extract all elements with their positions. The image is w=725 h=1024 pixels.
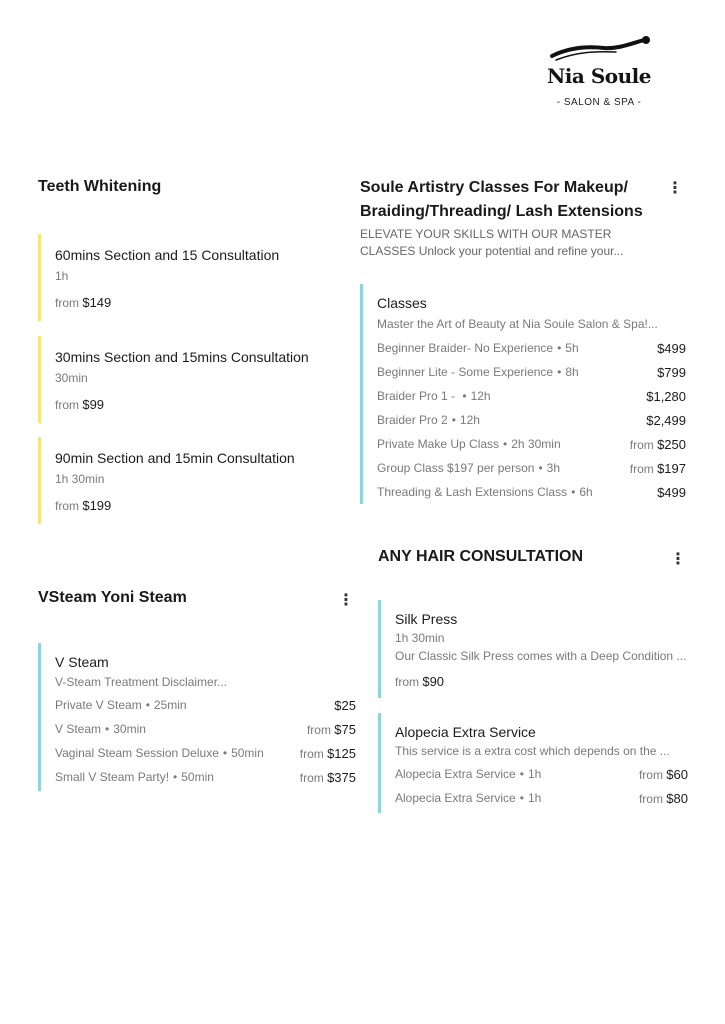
service-duration: 30min	[55, 371, 88, 385]
service-name: Classes	[377, 295, 427, 311]
service-option[interactable]: Threading & Lash Extensions Class • 6h $499	[377, 485, 686, 500]
service-option[interactable]: V Steam • 30min from $75	[55, 722, 356, 737]
service-name: Alopecia Extra Service	[395, 724, 536, 740]
section-subtitle-line2: CLASSES Unlock your potential and refine your...	[360, 244, 624, 258]
service-option[interactable]: Braider Pro 2 • 12h $2,499	[377, 413, 686, 428]
service-name: 30mins Section and 15mins Consultation	[55, 349, 309, 365]
service-option[interactable]: Small V Steam Party! • 50min from $375	[55, 770, 356, 785]
wave-logo-icon	[546, 34, 654, 62]
service-price: from $149	[55, 295, 112, 310]
service-options-list	[377, 337, 686, 505]
vsteam-section	[38, 586, 338, 610]
service-duration: 1h 30min	[395, 631, 445, 645]
service-name: Silk Press	[395, 611, 458, 627]
service-option[interactable]: Beginner Braider- No Experience • 5h $499	[377, 341, 686, 356]
service-card[interactable]	[38, 437, 338, 524]
service-card-alopecia[interactable]	[378, 713, 688, 813]
service-description: Master the Art of Beauty at Nia Soule Salon & Spa!...	[377, 317, 658, 331]
more-vertical-icon[interactable]: ⋮	[338, 592, 354, 609]
service-option[interactable]: Vaginal Steam Session Deluxe • 50min from $125	[55, 746, 356, 761]
service-description: Our Classic Silk Press comes with a Deep Condition ...	[395, 649, 687, 663]
service-option[interactable]: Private V Steam • 25min $25	[55, 698, 356, 713]
service-card-vsteam[interactable]	[38, 643, 356, 791]
section-title: VSteam Yoni Steam	[38, 589, 187, 606]
service-options-list	[395, 763, 688, 811]
service-option[interactable]: Group Class $197 per person • 3h from $197	[377, 461, 686, 476]
service-duration: 1h	[55, 269, 69, 283]
service-option[interactable]: Alopecia Extra Service • 1h from $60	[395, 767, 688, 782]
section-title-line2: Braiding/Threading/ Lash Extensions	[360, 203, 643, 220]
service-card-silk-press[interactable]	[378, 600, 688, 698]
section-title: ANY HAIR CONSULTATION	[378, 548, 584, 565]
section-subtitle-line1: ELEVATE YOUR SKILLS WITH OUR MASTER	[360, 227, 612, 241]
brand-name: Nia Soule	[547, 64, 651, 88]
service-option[interactable]: Beginner Lite - Some Experience • 8h $799	[377, 365, 686, 380]
teeth-whitening-section	[38, 175, 338, 199]
soule-artistry-section	[360, 176, 660, 260]
service-options-list	[55, 694, 356, 790]
service-option[interactable]: Alopecia Extra Service • 1h from $80	[395, 791, 688, 806]
service-price: from $99	[55, 397, 105, 412]
brand-tagline: - SALON & SPA -	[556, 97, 642, 108]
service-name: V Steam	[55, 654, 109, 670]
service-name: 90min Section and 15min Consultation	[55, 450, 295, 466]
service-description: V-Steam Treatment Disclaimer...	[55, 675, 228, 689]
service-card-classes[interactable]	[360, 284, 686, 504]
service-option[interactable]: Braider Pro 1 - • 12h $1,280	[377, 389, 686, 404]
service-card[interactable]	[38, 234, 338, 321]
hair-consultation-section	[378, 545, 668, 569]
service-card[interactable]	[38, 336, 338, 423]
service-price: from $90	[395, 674, 445, 689]
more-vertical-icon[interactable]: ⋮	[667, 180, 683, 197]
service-price: from $199	[55, 498, 112, 513]
more-vertical-icon[interactable]: ⋮	[670, 551, 686, 568]
service-name: 60mins Section and 15 Consultation	[55, 247, 280, 263]
service-duration: 1h 30min	[55, 472, 105, 486]
service-description: This service is a extra cost which depends on the ...	[395, 744, 670, 758]
service-option[interactable]: Private Make Up Class • 2h 30min from $250	[377, 437, 686, 452]
section-title-line1: Soule Artistry Classes For Makeup/	[360, 179, 628, 196]
brand-logo	[540, 34, 660, 114]
section-title: Teeth Whitening	[38, 178, 162, 195]
